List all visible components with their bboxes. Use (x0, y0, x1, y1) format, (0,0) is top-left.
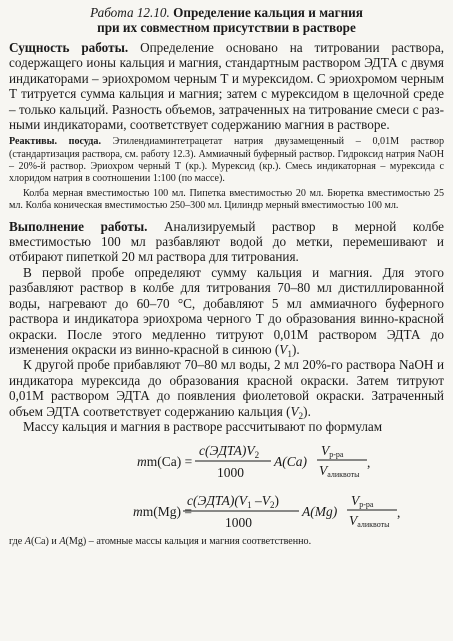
formula-calcium-frac2-num-v: V (321, 443, 330, 459)
essence-text: Определение основано на титровании раствора, содержащего ионы кальция и магния, стандартным раствором ЭДТА с двумя индикаторами – эриохромом черным Т и мурексидом. С эриохромом черным Т титруется сумма кальция и магния; затем с мурексидом в щелочной среде – только кальций. Разность объемов, затраченных на титрование смеси с разными индикаторами, соответствует содержанию магния в растворе. (9, 40, 445, 133)
formula-magnesium-tail: , (397, 505, 401, 521)
formula-calcium-svg (9, 438, 444, 484)
formula-calcium-tail: , (367, 455, 371, 471)
formula-magnesium-frac2-num-sub: р-ра (359, 500, 374, 510)
formula-magnesium-numerator (187, 493, 279, 510)
formula-magnesium (9, 488, 444, 534)
formula-calcium (9, 438, 444, 484)
formula-magnesium-frac2-den-sub: аликвоты (357, 520, 390, 530)
procedure-text-2-end: ). (291, 341, 300, 357)
procedure-paragraph-1 (9, 219, 444, 265)
formula-magnesium-atomic-mass: A(Mg) (302, 504, 338, 520)
work-title-line1: Определение кальция и магния (173, 5, 363, 20)
work-title-line2: при их совместном присутствии в растворе (97, 20, 356, 35)
procedure-text-3-end: ). (303, 403, 311, 419)
formula-calcium-frac2-den (319, 463, 360, 479)
glassware-paragraph: Колба мерная вместимостью 100 мл. Пипетка вместимостью 20 мл. Бюретка вместимостью 25 мл. Колба коническая вместимостью 250–300 мл. Цилиндр мерный вместимостью 100 мл. (9, 188, 444, 212)
formula-calcium-lhs: mm(Ca) = (137, 454, 193, 470)
volume-v2: V (290, 403, 299, 419)
reagents-label: Реактивы. посуда. (9, 136, 101, 148)
formula-magnesium-num-mid: –V (251, 493, 270, 509)
formula-magnesium-num-sub2: 2 (269, 500, 275, 511)
procedure-paragraph-2 (9, 265, 444, 357)
volume-v1: V (279, 341, 288, 357)
formula-calcium-frac2-num (321, 443, 344, 459)
essence-label: Сущность работы. (9, 40, 129, 55)
formula-magnesium-num-sub1: 1 (247, 500, 252, 511)
footnote-a-magnesium: A (59, 536, 66, 548)
reagents-text: Этилендиаминтетрацетат натрия двузамещенный – 0,01М раствор (стандартизация раствора, см. работу 12.3). Аммиачный буферный раствор. Гидроксид натрия NaOH – 20%-й раствор. Эриохром черный Т (кр.). Мурексид (кр.). Смесь индикаторная – мурексида с хлоридом натрия в соотношении 1:100 (по массе). (9, 136, 444, 185)
footnote-text-2: (Mg) – атомные массы кальция и магния соответственно. (65, 536, 312, 548)
formula-magnesium-frac2-num-v: V (351, 493, 360, 509)
formula-calcium-num-sub: 2 (254, 450, 260, 461)
volume-v1-sub: 1 (287, 348, 292, 359)
footnote-a-calcium: A (24, 536, 31, 548)
formula-magnesium-frac2-den-v: V (349, 513, 358, 529)
procedure-paragraph-4: Массу кальция и магния в растворе рассчитывают по формулам (23, 418, 383, 434)
formula-footnote (9, 536, 444, 548)
formula-calcium-frac2-den-sub: аликвоты (327, 470, 360, 480)
formula-magnesium-lhs: mm(Mg) = (133, 504, 192, 520)
formula-calcium-numerator (199, 443, 259, 460)
formula-magnesium-frac2-den (349, 513, 390, 529)
formula-magnesium-lhs-text: m(Mg) = (142, 504, 192, 520)
formula-calcium-atomic-mass: A(Ca) (274, 454, 307, 470)
procedure-paragraph-3 (9, 357, 444, 419)
formula-calcium-lhs-text: m(Ca) = (146, 454, 193, 470)
procedure-label: Выполнение работы. (9, 218, 148, 234)
formula-magnesium-frac2-num (351, 493, 374, 509)
footnote-prefix: где (9, 536, 25, 548)
work-number: Работа 12.10. (90, 5, 170, 20)
footnote-text-1: (Ca) и (30, 536, 60, 548)
volume-v2-sub: 2 (298, 410, 304, 421)
formula-magnesium-denominator: 1000 (225, 515, 252, 531)
work-title (9, 5, 444, 35)
procedure-text-3: К другой пробе прибавляют 70–80 мл воды, 2 мл 20%-го раствора NaOH и индикатора мурексида до образования красной окраски. Затем титруют 0,01М раствором ЭДТА до появления фиолетовой окраски. Затраченный объем ЭДТА соответствует содержанию кальция ( (9, 357, 444, 419)
reagents-paragraph (9, 136, 444, 185)
formula-magnesium-num-text: c(ЭДТА)(V (187, 493, 248, 509)
formula-calcium-frac2-den-v: V (319, 463, 328, 479)
formula-magnesium-svg (9, 488, 444, 534)
procedure-text-1: Анализируемый раствор в мерной колбе вместимостью 100 мл разбавляют водой до метки, перемешивают и отбирают пипеткой 20 мл раствора для титрования. (9, 218, 445, 265)
essence-paragraph (9, 40, 444, 132)
formula-magnesium-num-end: ) (274, 493, 279, 509)
formula-calcium-num-text: c(ЭДТА)V (199, 443, 255, 459)
formula-calcium-denominator: 1000 (217, 465, 244, 481)
procedure-text-2: В первой пробе определяют сумму кальция и магния. Для этого разбавляют раствор в колбе для титрования 70–80 мл дистиллированной воды, нагревают до 60–70 °С, добавляют 5 мл аммиачного буферного раствора и индикатора эриохрома черного Т до образования винно-красной окраски. После этого медленно титруют 0,01М раствором ЭДТА до изменения окраски из винно-красной в синюю ( (9, 264, 444, 357)
formula-calcium-frac2-num-sub: р-ра (329, 450, 344, 460)
